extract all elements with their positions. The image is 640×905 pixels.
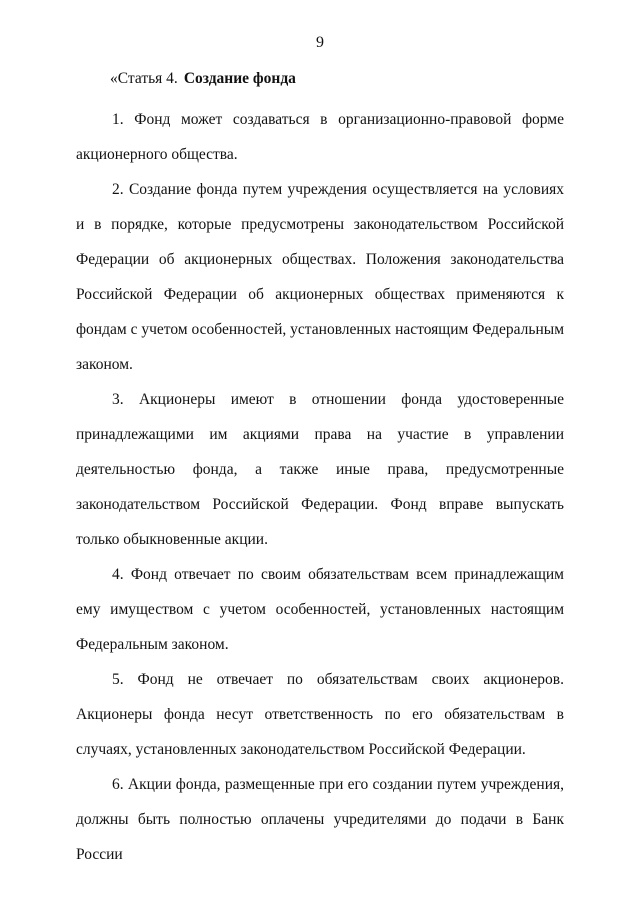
paragraph-1: 1. Фонд может создаваться в организационно-правовой форме акционерного общества. <box>76 111 564 163</box>
page-number: 9 <box>316 34 324 51</box>
paragraph-6: 6. Акции фонда, размещенные при его создании путем учреждения, должны быть полностью оплачены учредителями до подачи в Банк России <box>76 776 564 863</box>
article-body <box>76 102 564 872</box>
paragraph-2: 2. Создание фонда путем учреждения осуществляется на условиях и в порядке, которые предусмотрены законодательством Российской Федерации об акционерных обществах. Положения законодательства Российской Федерации об акционерных обществах применяются к фондам с учетом особенностей, установленных настоящим Федеральным законом. <box>76 181 564 373</box>
paragraph-3: 3. Акционеры имеют в отношении фонда удостоверенные принадлежащими им акциями права на участие в управлении деятельностью фонда, а также иные права, предусмотренные законодательством Российской Федерации. Фонд вправе выпускать только обыкновенные акции. <box>76 391 564 548</box>
article-heading <box>110 69 296 89</box>
article-number: «Статья 4. <box>110 70 178 87</box>
paragraph-4: 4. Фонд отвечает по своим обязательствам всем принадлежащим ему имуществом с учетом особенностей, установленных настоящим Федеральным законом. <box>76 566 564 653</box>
article-title: Создание фонда <box>183 70 296 87</box>
paragraph-5: 5. Фонд не отвечает по обязательствам своих акционеров. Акционеры фонда несут ответственность по его обязательствам в случаях, установленных законодательством Российской Федерации. <box>76 671 564 758</box>
